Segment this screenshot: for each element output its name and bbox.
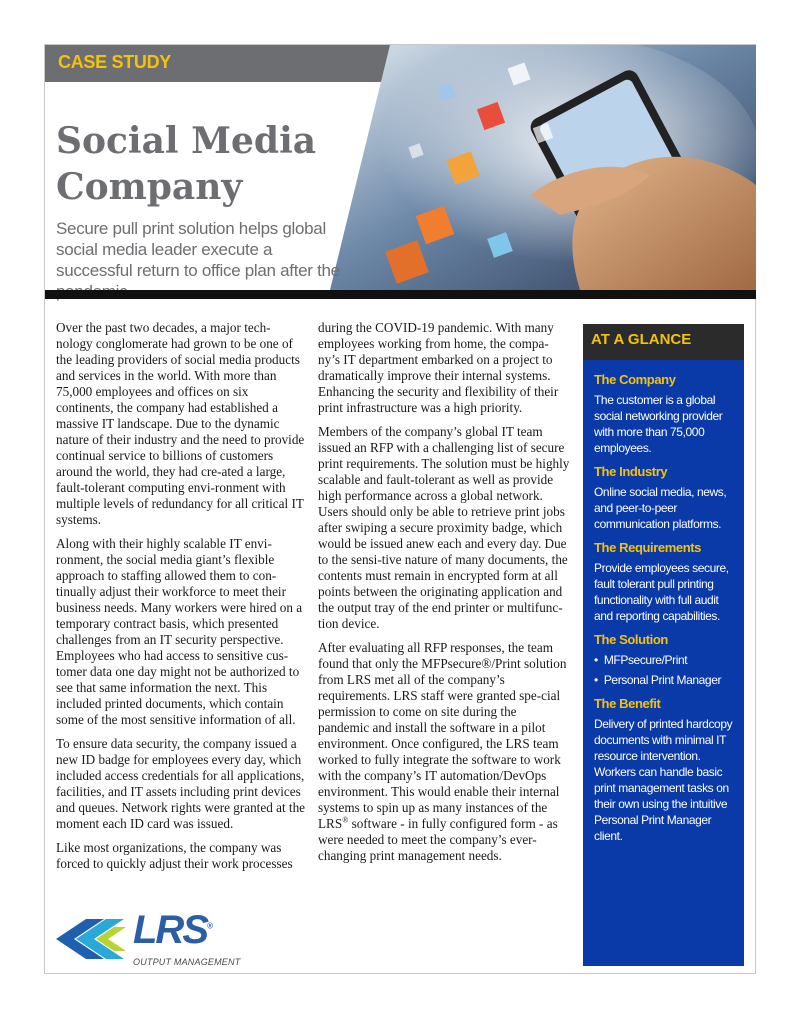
registered-mark: ®	[342, 815, 349, 825]
at-a-glance-body	[594, 372, 740, 852]
requirements-heading: The Requirements	[594, 540, 702, 555]
paragraph: Members of the company’s global IT team issued an RFP with a challenging list of secure print requirements. The solution must be highly scalable and fault-tolerant as well as provide high performance across a global network. Users should only be able to retrieve print jobs after swiping a secure proximity badge, which would be issued anew each and every day. Due to the sensi-tive nature of many documents, the contents must remain in encrypted form at all points between the originating application and the output tray of the end printer or multifunc-tion device.	[318, 424, 570, 631]
company-heading: The Company	[594, 372, 676, 387]
lrs-wordmark: LRS	[133, 908, 207, 952]
industry-text: Online social media, news, and peer-to-peer communication platforms.	[594, 485, 727, 531]
solution-item: • Personal Print Manager	[594, 672, 740, 688]
benefit-text: Delivery of printed hardcopy documents with minimal IT resource intervention. Workers can handle basic print management tasks on their own using the intuitive Personal Print Manager client.	[594, 717, 733, 843]
requirements-text: Provide employees secure, fault tolerant pull printing functionality with full audit and reporting capabilities.	[594, 561, 729, 623]
title-line-1: Social Media	[56, 120, 317, 162]
company-text: The customer is a global social networking provider with more than 75,000 employees.	[594, 393, 723, 455]
paragraph: Along with their highly scalable IT envi-ronment, the social media giant’s flexible approach to staffing allowed them to con-tinually adjust their workforce to meet their business needs. Many workers were hired on a temporary contract basis, which presented challenges from an IT security perspective. Employees who had access to sensitive cus-tomer data one day might not be authorized to see that same information the next. This included printed documents, which contain some of the most sensitive information of all.	[56, 536, 303, 727]
header-divider	[45, 290, 756, 299]
paragraph: during the COVID-19 pandemic. With many employees working from home, the compa-ny’s IT department embarked on a project to dramatically improve their internal systems. Enhancing the security and flexibility of their print infrastructure was a high priority.	[318, 320, 559, 415]
paragraph: Over the past two decades, a major tech-nology conglomerate had grown to be one of the leading providers of social media products and services in the world. With more than 75,000 employees and offices on six continents, the company had established a massive IT landscape. Due to the dynamic nature of their industry and the need to provide continual service to billions of customers around the world, they had cre-ated a large, fault-tolerant computing envi-ronment with multiple levels of redundancy for all critical IT systems.	[56, 320, 305, 527]
article-column-1	[56, 320, 306, 880]
title-line-2: Company	[56, 166, 243, 208]
lrs-logo-subtitle: OUTPUT MANAGEMENT	[133, 957, 241, 967]
paragraph-text: After evaluating all RFP responses, the team found that only the MFPsecure®/Print solution from LRS met all of the company’s requirements. LRS staff were granted spe-cial permission to come on site during the pandemic and install the software in a pilot environment. Once configured, the LRS team worked to fully integrate the software to work with the company’s IT automation/DevOps environment. This would enable their internal systems to spin up as many instances of the	[318, 640, 567, 815]
solution-heading: The Solution	[594, 632, 668, 647]
page-subtitle: Secure pull print solution helps global social media leader execute a successful return to office plan after the	[56, 219, 340, 280]
lrs-logo-text	[133, 908, 211, 953]
paragraph-text: software - in fully configured form - as were needed to meet the company’s ever-changing print management needs.	[318, 816, 558, 863]
lrs-registered-mark: ®	[207, 921, 211, 931]
industry-heading: The Industry	[594, 464, 668, 479]
page-title	[56, 118, 316, 210]
article-column-2	[318, 320, 570, 872]
solution-item: • MFPsecure/Print	[594, 652, 740, 668]
hero-smartphone-image	[330, 45, 756, 290]
at-a-glance-title: AT A GLANCE	[591, 331, 692, 348]
case-study-label: CASE STUDY	[58, 52, 172, 72]
paragraph: To ensure data security, the company issued a new ID badge for employees every day, which included access credentials for all applications, facilities, and IT assets including print devices and queues. Network rights were granted at the moment each ID card was issued.	[56, 736, 306, 831]
paragraph	[318, 640, 570, 864]
lrs-mention: LRS	[318, 816, 343, 831]
solution-list	[594, 652, 740, 688]
paragraph: Like most organizations, the company was forced to quickly adjust their work processes	[56, 840, 293, 871]
benefit-heading: The Benefit	[594, 696, 661, 711]
